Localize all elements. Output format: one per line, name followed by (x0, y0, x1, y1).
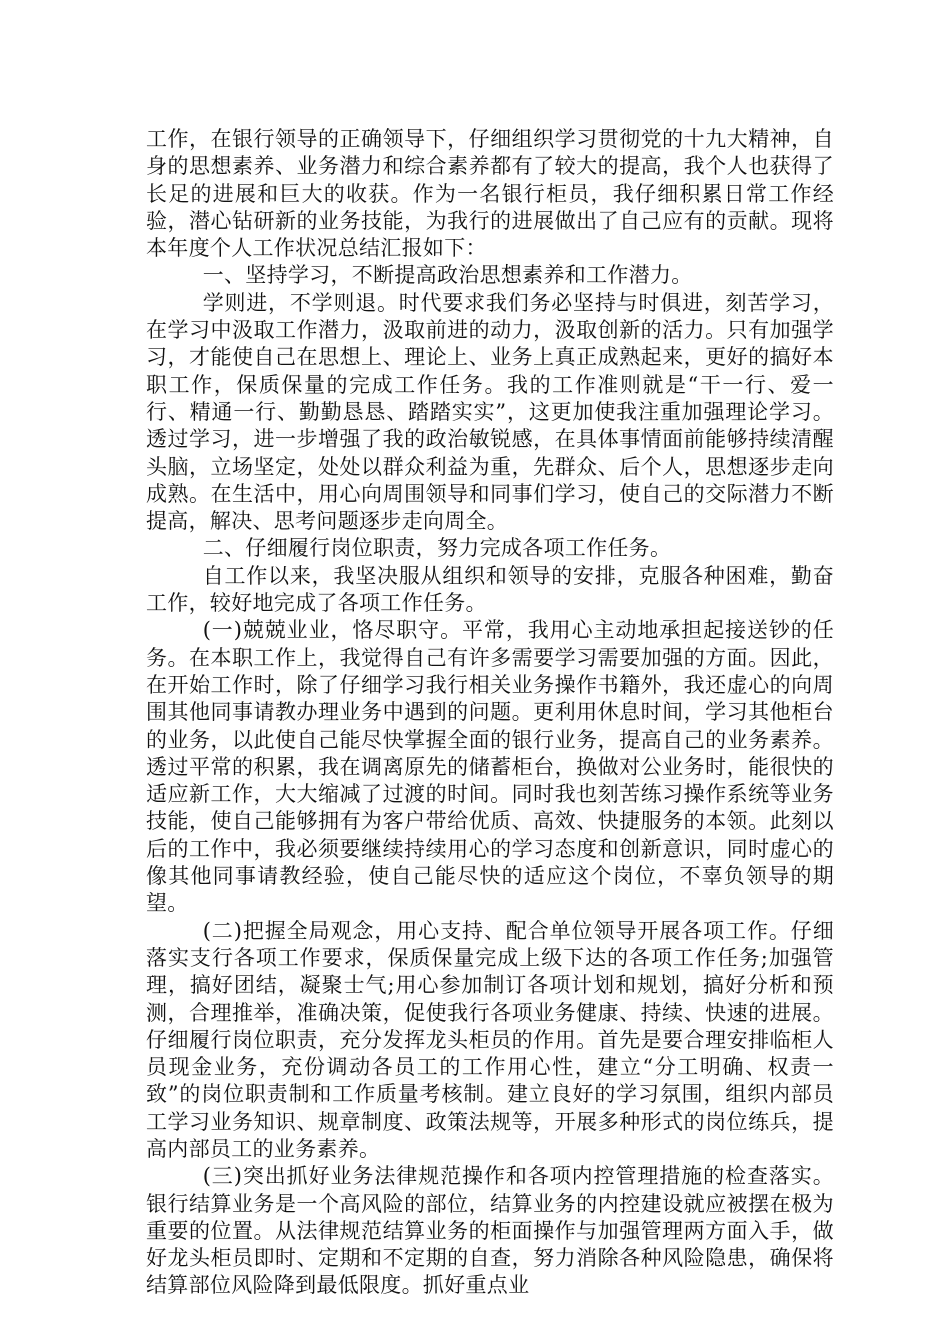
paragraph-intro: 工作，在银行领导的正确领导下，仔细组织学习贯彻党的十九大精神，自身的思想素养、业务潜力和综合素养都有了较大的提高，我个人也获得了长足的进展和巨大的收获。作为一名银行柜员，我仔细积累日常工作经验，潜心钻研新的业务技能，为我行的进展做出了自己应有的贡献。现将本年度个人工作状况总结汇报如下： (146, 127, 834, 261)
paragraph-item-1: (一)兢兢业业，恪尽职守。平常，我用心主动地承担起接送钞的任务。在本职工作上，我觉得自己有许多需要学习需要加强的方面。因此，在开始工作时，除了仔细学习我行相关业务操作书籍外，我还虚心的向周围其他同事请教办理业务中遇到的问题。更利用休息时间，学习其他柜台的业务，以此使自己能尽快掌握全面的银行业务，提高自己的业务素养。透过平常的积累，我在调离原先的储蓄柜台，换做对公业务时，能很快的适应新工作，大大缩减了过渡的时间。同时我也刻苦练习操作系统等业务技能，使自己能够拥有为客户带给优质、高效、快捷服务的本领。此刻以后的工作中，我必须要继续持续用心的学习态度和创新意识，同时虚心的像其他同事请教经验，使自己能尽快的适应这个岗位，不辜负领导的期望。 (146, 618, 834, 916)
paragraph-study: 学则进，不学则退。时代要求我们务必坚持与时俱进，刻苦学习，在学习中汲取工作潜力，汲取前进的动力，汲取创新的活力。只有加强学习，才能使自己在思想上、理论上、业务上真正成熟起来，更好的搞好本职工作，保质保量的完成工作任务。我的工作准则就是“干一行、爱一行、精通一行、勤勤恳恳、踏踏实实”，这更加使我注重加强理论学习。透过学习，进一步增强了我的政治敏锐感，在具体事情面前能够持续清醒头脑，立场坚定，处处以群众利益为重，先群众、后个人，思想逐步走向成熟。在生活中，用心向周围领导和同事们学习，使自己的交际潜力不断提高，解决、思考问题逐步走向周全。 (146, 290, 834, 534)
paragraph-item-3: (三)突出抓好业务法律规范操作和各项内控管理措施的检查落实。银行结算业务是一个高风险的部位，结算业务的内控建设就应被摆在极为重要的位置。从法律规范结算业务的柜面操作与加强管理两方面入手，做好龙头柜员即时、定期和不定期的自查，努力消除各种风险隐患，确保将结算部位风险降到最低限度。抓好重点业 (146, 1164, 834, 1298)
paragraph-item-2: (二)把握全局观念，用心支持、配合单位领导开展各项工作。仔细落实支行各项工作要求，保质保量完成上级下达的各项工作任务;加强管理，搞好团结，凝聚士气;用心参加制订各项计划和规划，搞好分析和预测，合理推举，准确决策，促使我行各项业务健康、持续、快速的进展。仔细履行岗位职责，充分发挥龙头柜员的作用。首先是要合理安排临柜人员现金业务，充份调动各员工的工作用心性，建立“分工明确、权责一致”的岗位职责制和工作质量考核制。建立良好的学习氛围，组织内部员工学习业务知识、规章制度、政策法规等，开展多种形式的岗位练兵，提高内部员工的业务素养。 (146, 918, 834, 1161)
heading-section-1: 一、坚持学习，不断提高政治思想素养和工作潜力。 (202, 263, 693, 288)
heading-section-2: 二、仔细履行岗位职责，努力完成各项工作任务。 (202, 536, 672, 561)
paragraph-work-since: 自工作以来，我坚决服从组织和领导的安排，克服各种困难，勤奋工作，较好地完成了各项工作任务。 (146, 563, 834, 616)
document-body (146, 126, 834, 1300)
